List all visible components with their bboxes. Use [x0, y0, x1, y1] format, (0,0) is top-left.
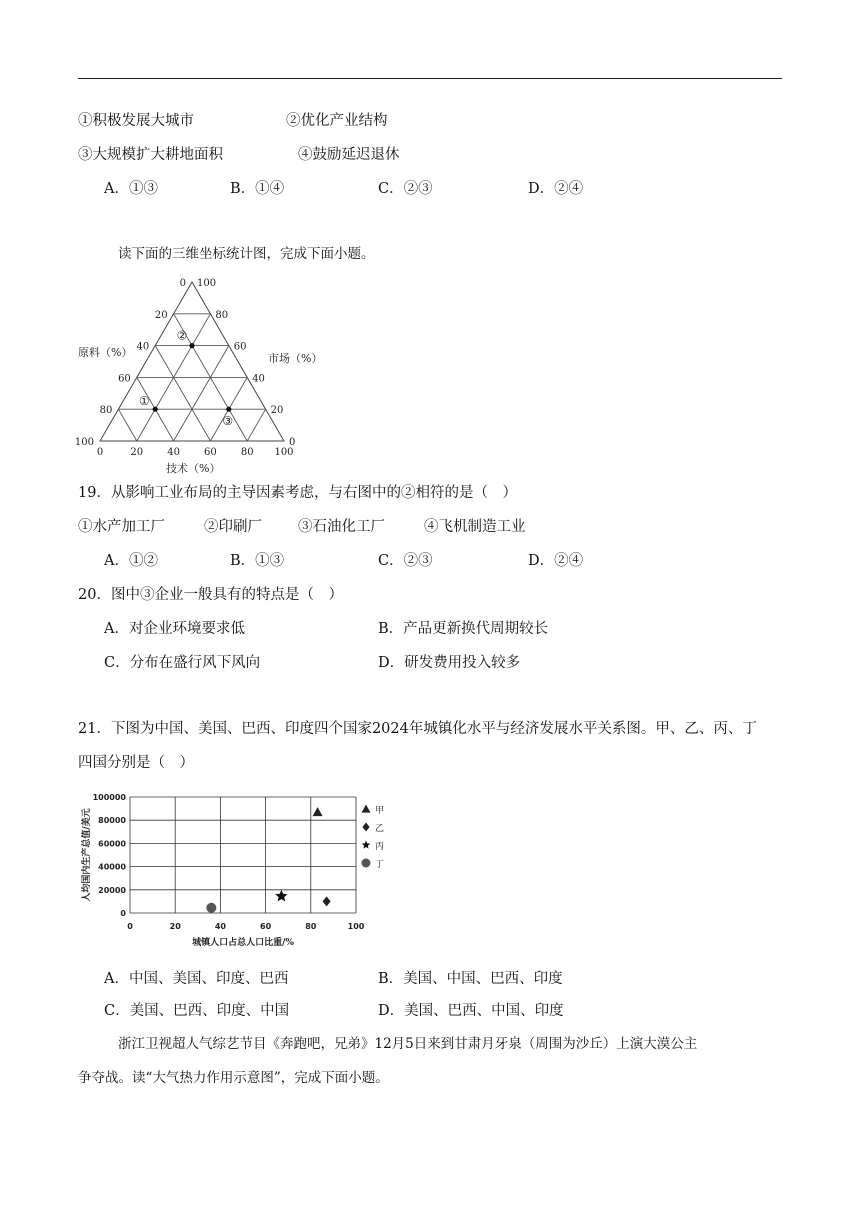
left-tick-label: 40 [136, 341, 150, 353]
legend-label: 丁 [375, 860, 385, 870]
x-tick-label: 60 [260, 922, 272, 931]
y-tick-label: 80000 [98, 816, 126, 826]
data-point-circle [206, 903, 216, 913]
q20-option-d[interactable]: D．研发费用投入较多 [378, 655, 521, 671]
bottom-tick-label: 20 [130, 447, 144, 458]
right-tick-label: 40 [252, 373, 265, 385]
q19-stem: 19．从影响工业布局的主导因素考虑，与右图中的②相符的是（ ） [78, 485, 517, 501]
q18-item-3: ③大规模扩大耕地面积 [78, 147, 223, 163]
right-tick-label: 60 [233, 341, 247, 353]
legend-marker-star [362, 841, 371, 849]
q20-option-a[interactable]: A．对企业环境要求低 [104, 621, 245, 637]
ternary-point-label: ② [176, 328, 188, 343]
q21-option-b[interactable]: B．美国、中国、巴西、印度 [378, 971, 563, 987]
data-point-star [275, 890, 287, 902]
intro-next-line2: 争夺战。读“大气热力作用示意图”，完成下面小题。 [78, 1070, 389, 1086]
q18-option-b[interactable]: B．①④ [230, 181, 285, 197]
ternary-frame [100, 282, 284, 441]
y-tick-label: 60000 [98, 839, 126, 849]
ternary-gridline [118, 409, 136, 441]
ternary-point [189, 343, 194, 348]
q21-option-d[interactable]: D．美国、巴西、中国、印度 [378, 1003, 564, 1019]
legend-label: 丙 [375, 842, 385, 852]
y-tick-label: 100000 [92, 793, 126, 802]
ternary-diagram [74, 272, 344, 477]
right-tick-label: 0 [289, 437, 296, 448]
ternary-point-label: ① [138, 394, 150, 409]
data-point-diamond [323, 896, 331, 906]
x-tick-label: 0 [127, 922, 133, 931]
left-tick-label: 80 [99, 405, 113, 417]
legend-marker-triangle [362, 805, 371, 813]
q21-option-c[interactable]: C．美国、巴西、印度、中国 [104, 1003, 290, 1019]
q19-option-c[interactable]: C．②③ [378, 553, 433, 569]
ternary-point-label: ③ [222, 414, 234, 429]
q18-item-1: ①积极发展大城市 [78, 113, 194, 129]
bottom-tick-label: 60 [204, 447, 217, 458]
legend-marker-circle [362, 859, 371, 868]
ternary-point [226, 407, 231, 412]
q18-item-2: ②优化产业结构 [286, 113, 388, 129]
q21-option-a[interactable]: A．中国、美国、印度、巴西 [104, 971, 289, 987]
bottom-tick-label: 80 [240, 447, 254, 458]
q19-item-3: ③石油化工厂 [298, 519, 385, 535]
bottom-axis-label: 技术（%） [166, 462, 221, 475]
q19-item-2: ②印刷厂 [204, 519, 262, 535]
right-tick-label: 80 [215, 309, 229, 321]
q20-stem: 20．图中③企业一般具有的特点是（ ） [78, 587, 343, 603]
q19-option-a[interactable]: A．①② [104, 553, 158, 569]
ternary-point [153, 407, 158, 412]
x-tick-label: 40 [214, 922, 226, 931]
ternary-gridline [247, 409, 265, 441]
q19-item-1: ①水产加工厂 [78, 519, 165, 535]
right-axis-label: 市场（%） [268, 352, 323, 365]
y-axis-label: 人均国内生产总值/美元 [82, 808, 92, 902]
intro-19-20: 读下面的三维坐标统计图，完成下面小题。 [118, 246, 375, 262]
bottom-tick-label: 100 [274, 447, 294, 458]
data-point-triangle [313, 807, 323, 816]
right-tick-label: 20 [270, 405, 284, 417]
left-tick-label: 60 [118, 373, 131, 385]
q20-option-c[interactable]: C．分布在盛行风下风向 [104, 655, 261, 671]
ternary-gridline [174, 346, 229, 441]
scatter-chart [74, 788, 414, 952]
x-axis-label: 城镇人口占总人口比重/% [192, 938, 294, 948]
right-tick-label: 100 [197, 278, 217, 289]
q18-option-d[interactable]: D．②④ [528, 181, 584, 197]
bottom-tick-label: 40 [167, 447, 180, 458]
left-tick-label: 0 [179, 278, 186, 289]
x-tick-label: 20 [169, 922, 181, 931]
q18-option-c[interactable]: C．②③ [378, 181, 433, 197]
legend-label: 乙 [375, 824, 385, 834]
bottom-tick-label: 0 [96, 447, 104, 458]
y-tick-label: 0 [120, 909, 126, 918]
q18-option-a[interactable]: A．①③ [104, 181, 158, 197]
q19-option-d[interactable]: D．②④ [528, 553, 584, 569]
q21-stem-line2: 四国分别是（ ） [78, 755, 194, 771]
x-tick-label: 80 [305, 922, 317, 931]
legend-marker-diamond [362, 823, 369, 832]
left-tick-label: 100 [74, 437, 94, 448]
left-tick-label: 20 [154, 309, 168, 321]
left-axis-label: 原料（%） [78, 346, 133, 359]
ternary-gridline [155, 346, 210, 441]
q18-item-4: ④鼓励延迟退休 [298, 147, 400, 163]
intro-next-line1: 浙江卫视超人气综艺节目《奔跑吧，兄弟》12月5日来到甘肃月牙泉（周围为沙丘）上演大漠公主 [118, 1036, 698, 1052]
header-rule [78, 78, 782, 79]
legend-label: 甲 [375, 806, 385, 816]
x-tick-label: 100 [347, 922, 365, 931]
q19-item-4: ④飞机制造工业 [424, 519, 526, 535]
y-tick-label: 40000 [98, 862, 126, 872]
q20-option-b[interactable]: B．产品更新换代周期较长 [378, 621, 549, 637]
q21-stem-line1: 21．下图为中国、美国、巴西、印度四个国家2024年城镇化水平与经济发展水平关系图。甲、乙、丙、丁 [78, 721, 757, 737]
q19-option-b[interactable]: B．①③ [230, 553, 285, 569]
y-tick-label: 20000 [98, 885, 126, 895]
